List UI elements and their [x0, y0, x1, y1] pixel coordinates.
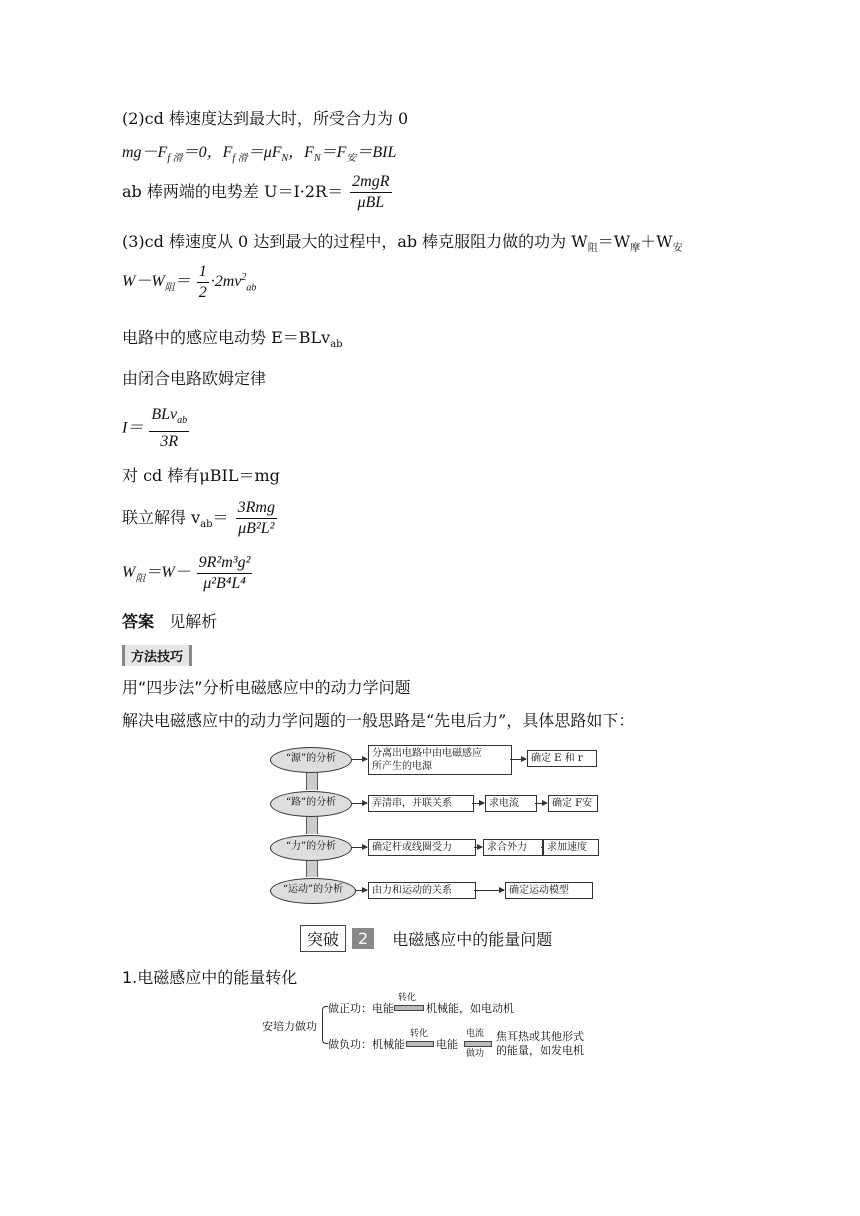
equation-force-balance: $mg-F_{f 滑}=0$，$F_{f 滑}=\mu F_N$，$F_N=F_安=BIL$ — [122, 144, 397, 165]
flow-box-force-3: 求加速度 — [543, 839, 599, 856]
flow-box-force-2: 求合外力 — [483, 839, 543, 856]
energy-arrow2-label-top: 电流 — [466, 1029, 485, 1039]
equation-potential-difference: ab 棒两端的电势差 U＝I·2R＝ $\frac{\text{2mgR}}{\text{μBL}}$ — [122, 173, 390, 211]
energy-positive: 做正功：电能 — [328, 1002, 394, 1015]
flow-arrow — [351, 803, 367, 804]
flow-box-source-2: 确定 E 和 r — [527, 750, 597, 767]
energy-negative: 做负功：机械能 — [328, 1038, 405, 1051]
flow-box-motion-1: 由力和运动的关系 — [368, 882, 476, 899]
equation-work-energy: $W-W_阻=$ $\frac{1}{2}$ $\cdot 2mv^2_{ab}$ — [122, 263, 257, 301]
fraction: $\frac{1}{2}$ — [198, 263, 207, 301]
part2-text: cd 棒速度达到最大时，所受合力为 0 — [144, 109, 409, 128]
flow-oval-force: “力”的分析 — [270, 835, 352, 861]
flow-arrow — [474, 890, 504, 891]
flow-arrow — [351, 847, 367, 848]
flow-arrow — [474, 847, 482, 848]
energy-arrow — [406, 1041, 434, 1047]
flow-arrow — [355, 890, 367, 891]
energy-diagram — [262, 993, 602, 1059]
flow-arrow — [510, 759, 526, 760]
fraction: $\frac{\text{3Rmg}}{\text{μB²L²}}$ — [237, 499, 275, 537]
answer-label: 答案 — [122, 612, 155, 631]
method-intro: 解决电磁感应中的动力学问题的一般思路是“先电后力”，具体思路如下： — [122, 711, 635, 730]
flow-oval-circuit: “路”的分析 — [270, 791, 352, 817]
flow-oval-source: “源”的分析 — [270, 747, 352, 773]
flow-oval-motion: “运动”的分析 — [270, 878, 356, 904]
flow-down-arrow — [306, 773, 318, 790]
flow-arrow — [351, 759, 367, 760]
energy-positive-arrow-label: 转化 — [398, 993, 417, 1003]
energy-negative-mid: 电能 — [436, 1038, 458, 1051]
energy-arrow2-label-bottom: 做功 — [466, 1049, 485, 1059]
energy-arrow — [394, 1005, 424, 1011]
section-label: 突破 — [300, 925, 346, 952]
equation-solve-velocity: 联立解得 $v_{ab}=$ $\frac{\text{3Rmg}}{\text{μB²L²}}$ — [122, 499, 275, 537]
flow-down-arrow — [306, 817, 318, 834]
equation-work-resistance: $W_阻=W-$ $\frac{\text{9R²m³g²}}{\text{μ²B⁴L⁴}}$ — [122, 554, 251, 592]
flow-down-arrow — [306, 861, 318, 877]
energy-negative-end-1: 焦耳热或其他形式 — [496, 1030, 584, 1043]
fraction: $\frac{\text{9R²m³g²}}{\text{μ²B⁴L⁴}}$ — [198, 554, 251, 592]
fraction: $\frac{BLv_{ab}}{3R}$ — [151, 406, 188, 451]
answer-text: 见解析 — [169, 612, 218, 631]
equation-current: I＝ $\frac{BLv_{ab}}{3R}$ — [122, 406, 188, 451]
ohm-law-text: 由闭合电路欧姆定律 — [122, 369, 267, 388]
section-number: 2 — [352, 928, 374, 949]
flow-arrow — [535, 803, 547, 804]
flow-box-circuit-1: 弄清串，并联关系 — [368, 795, 474, 812]
section-title: 电磁感应中的能量问题 — [392, 930, 553, 949]
flow-arrow — [472, 803, 484, 804]
equation-cd-balance: 对 cd 棒有μBIL＝mg — [122, 466, 280, 485]
part2-label: (2) — [122, 109, 145, 128]
flow-box-motion-2: 确定运动模型 — [505, 882, 593, 899]
fraction: $\frac{\text{2mgR}}{\text{μBL}}$ — [352, 173, 390, 211]
part2-line — [122, 106, 408, 129]
subheading-energy-conversion: 1.电磁感应中的能量转化 — [122, 968, 298, 987]
energy-negative-arrow-label: 转化 — [410, 1029, 429, 1039]
energy-negative-end-2: 的能量，如发电机 — [496, 1044, 584, 1057]
flow-box-circuit-2: 求电流 — [485, 795, 537, 812]
flow-box-force-1: 确定杆或线圈受力 — [368, 839, 476, 856]
answer-line — [122, 609, 217, 632]
method-title: 用“四步法”分析电磁感应中的动力学问题 — [122, 678, 411, 697]
method-tag: 方法技巧 — [122, 645, 192, 666]
flow-box-source-1: 分离出电路中由电磁感应 所产生的电源 — [368, 745, 512, 775]
flowchart — [270, 745, 600, 905]
energy-positive-end: 机械能，如电动机 — [426, 1002, 514, 1015]
section-heading — [300, 925, 552, 952]
flow-box-circuit-3: 确定 F安 — [548, 795, 598, 812]
part3-line: (3)cd 棒速度从 0 达到最大的过程中，ab 棒克服阻力做的功为 $W_阻=W_摩+W_安$ — [122, 232, 683, 255]
equation-emf: 电路中的感应电动势 E＝BLv$_{ab}$ — [122, 328, 343, 351]
energy-root: 安培力做功 — [262, 1020, 317, 1033]
